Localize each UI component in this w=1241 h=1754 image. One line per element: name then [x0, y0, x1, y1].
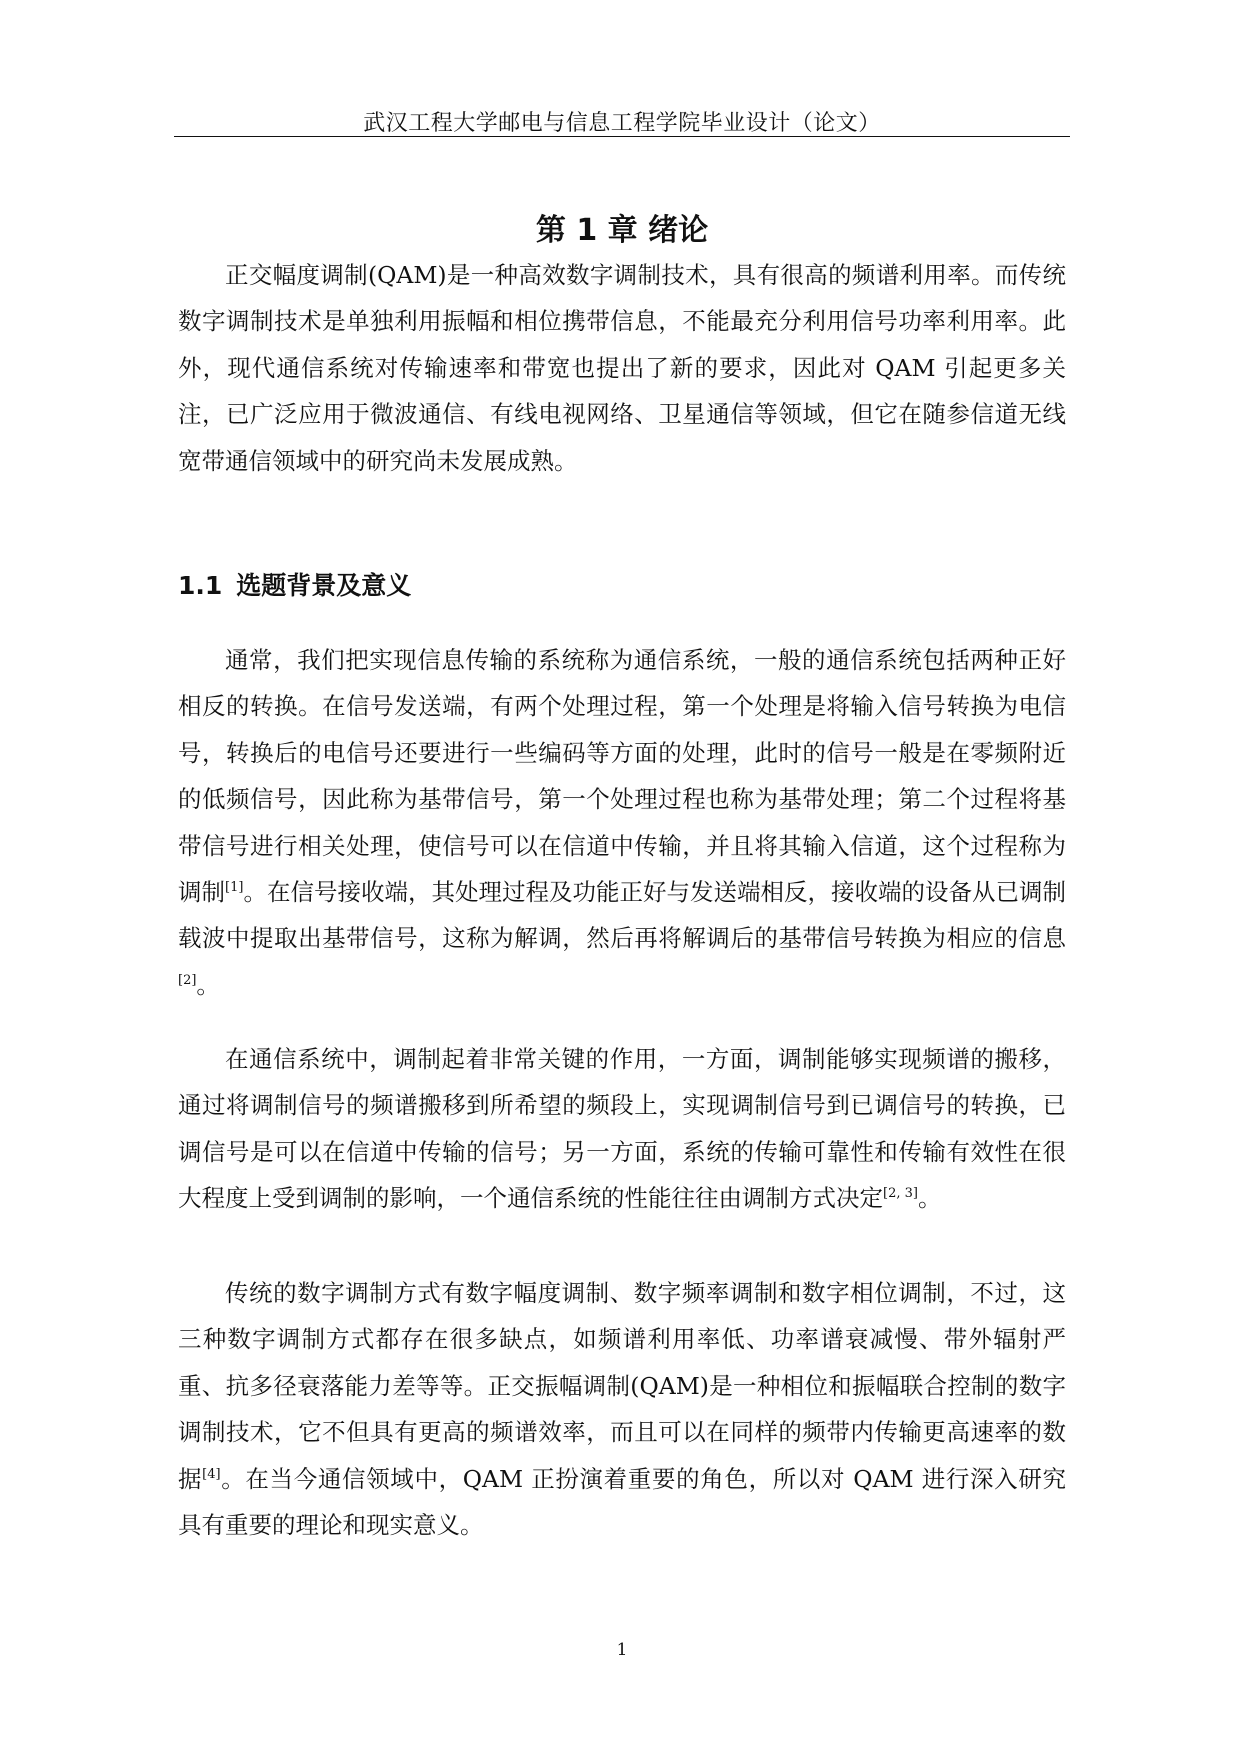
paragraph-text: 在通信系统中，调制起着非常关键的作用，一方面，调制能够实现频谱的搬移，通过将调制信号的频谱搬移到所希望的频段上，实现调制信号到已调信号的转换，已调信号是可以在信道中传输的信号；另一方面，系统的传输可靠性和传输有效性在很大程度上受到调制的影响，一个通信系统的性能往往由调制方式决定	[178, 1045, 1066, 1213]
running-header: 武汉工程大学邮电与信息工程学院毕业设计（论文）	[363, 111, 881, 136]
body-paragraph-2	[178, 1036, 1066, 1222]
body-paragraph-1	[178, 637, 1066, 1008]
header-rule	[174, 136, 1070, 137]
citation-ref: [1]	[225, 880, 244, 896]
paragraph-text: 。	[917, 1184, 942, 1213]
paragraph-text: 传统的数字调制方式有数字幅度调制、数字频率调制和数字相位调制，不过，这三种数字调制方式都存在很多缺点，如频谱利用率低、功率谱衰减慢、带外辐射严重、抗多径衰落能力差等等。正交振幅调制(QAM)是一种相位和振幅联合控制的数字调制技术，它不但具有更高的频谱效率，而且可以在同样的频带内传输更高速率的数据	[178, 1279, 1066, 1493]
citation-ref: [4]	[202, 1466, 221, 1482]
chapter-title: 第 1 章 绪论	[535, 213, 709, 248]
paragraph-text: 。在信号接收端，其处理过程及功能正好与发送端相反，接收端的设备从已调制载波中提取出基带信号，这称为解调，然后再将解调后的基带信号转换为相应的信息	[178, 878, 1067, 953]
intro-paragraph: 正交幅度调制(QAM)是一种高效数字调制技术，具有很高的频谱利用率。而传统数字调制技术是单独利用振幅和相位携带信息，不能最充分利用信号功率利用率。此外，现代通信系统对传输速率和带宽也提出了新的要求，因此对 QAM 引起更多关注，已广泛应用于微波通信、有线电视网络、卫星通信等领域，但它在随参信道无线宽带通信领域中的研究尚未发展成熟。	[178, 261, 1066, 475]
citation-ref: [2]	[178, 972, 197, 988]
paragraph-text: 。在当今通信领域中，QAM 正扮演着重要的角色，所以对 QAM 进行深入研究具有重要的理论和现实意义。	[178, 1464, 1066, 1540]
body-paragraph-3	[178, 1270, 1066, 1548]
citation-ref: [2, 3]	[883, 1186, 918, 1202]
section-number: 1.1	[178, 571, 223, 600]
paragraph-text: 。	[196, 970, 220, 999]
paragraph-text: 通常，我们把实现信息传输的系统称为通信系统，一般的通信系统包括两种正好相反的转换。在信号发送端，有两个处理过程，第一个处理是将输入信号转换为电信号，转换后的电信号还要进行一些编码等方面的处理，此时的信号一般是在零频附近的低频信号，因此称为基带信号，第一个处理过程也称为基带处理；第二个过程将基带信号进行相关处理，使信号可以在信道中传输，并且将其输入信道，这个过程称为调制	[178, 646, 1066, 907]
section-heading-text: 选题背景及意义	[236, 571, 412, 600]
page-number: 1	[616, 1640, 628, 1660]
section-heading	[178, 566, 411, 602]
